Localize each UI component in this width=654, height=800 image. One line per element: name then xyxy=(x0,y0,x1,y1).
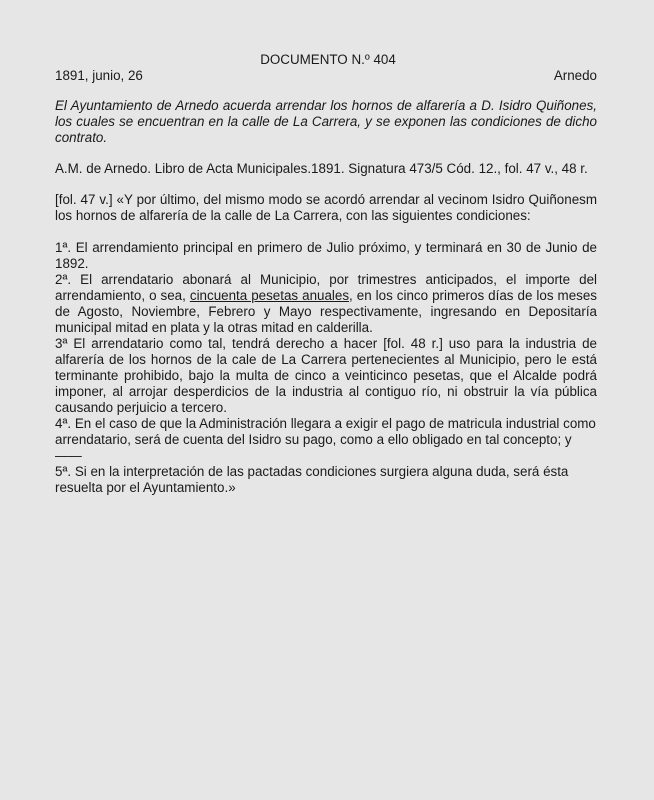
document-date: 1891, junio, 26 xyxy=(55,68,143,83)
condition-4: 4ª. En el caso de que la Administración llegara a exigir el pago de matricula industrial como arrendatario, será de cuenta del Isidro su pago, como a ello obligado en tal concepto; y—— xyxy=(55,416,596,463)
condition-2-amount: cincuenta pesetas anuales xyxy=(189,288,350,303)
condition-2-text-start: 2ª. El arrendatario abonará al Municipio, por trimestres anticipados, el importe del arrendamiento, o sea, xyxy=(55,272,597,303)
document-place: Arnedo xyxy=(553,68,597,83)
document-summary: El Ayuntamiento de Arnedo acuerda arrendar los hornos de alfarería a D. Isidro Quiñones, los cuales se encuentran en la calle de La Carrera, y se exponen las condiciones de dicho contrato. xyxy=(55,98,597,145)
intro-paragraph: [fol. 47 v.] «Y por último, del mismo modo se acordó arrendar al vecinom Isidro Quiñonesm los hornos de alfarería de la calle de La Carrera, con las siguientes condiciones: xyxy=(55,192,597,223)
condition-2-text-end: , en los cinco primeros días de los meses de Agosto, Noviembre, Febrero y Mayo respectivamente, ingresando en Depositaría municipal mitad en plata y la otras mitad en calderilla. xyxy=(55,288,597,335)
condition-5: 5ª. Si en la interpretación de las pactadas condiciones surgiera alguna duda, será ésta resuelta por el Ayuntamiento.» xyxy=(55,464,569,495)
document-title: DOCUMENTO N.º 404 xyxy=(260,52,396,67)
archive-reference: A.M. de Arnedo. Libro de Acta Municipales.1891. Signatura 473/5 Cód. 12., fol. 47 v., 48 r. xyxy=(55,161,588,176)
condition-1: 1ª. El arrendamiento principal en primero de Julio próximo, y terminará en 30 de Junio de 1892. xyxy=(55,240,597,271)
conditions-list xyxy=(55,240,597,496)
condition-2 xyxy=(55,272,597,336)
document-header xyxy=(55,68,597,84)
condition-3: 3ª El arrendatario como tal, tendrá derecho a hacer [fol. 48 r.] uso para la industria de alfarería de los hornos de la cale de La Carrera pertenecientes al Municipio, pero le está terminante prohibido, bajo la multa de cinco a veinticinco pesetas, que el Alcalde podrá imponer, al arrojar desperdicios de la industria al contiguo río, ni obstruir la vía pública causando perjuicio a tercero. xyxy=(55,336,597,415)
